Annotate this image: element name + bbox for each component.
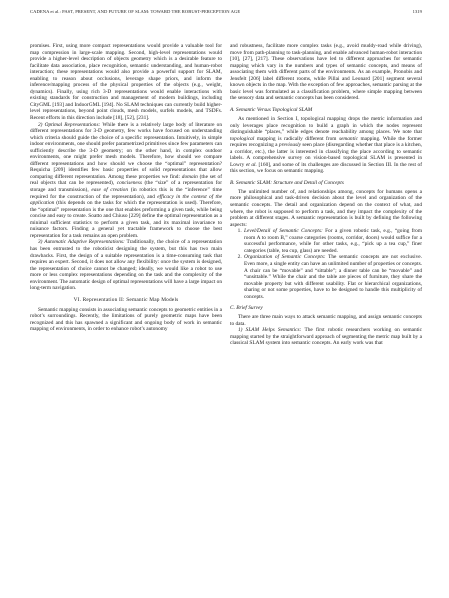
subsection-heading: C. Brief Survey bbox=[230, 305, 263, 312]
paragraph: promises. First, using more compact representations would provide a valuable tool for map compression in large-scale mapping. Second, high-level representations would provide a higher-level description of objects geometry which is a desirable feature to facilitate data association, place recognition, semantic understanding, and human-robot interaction; these representations would also provide a powerful support for SLAM, enabling to reason about occlusions, leverage shape priors, and inform the inference/mapping process of the physical properties of the objects (e.g., weight, dynamics). Finally, using rich 3-D representations would enable interactions with existing standards for construction and management of modern buildings, including CityGML [193] and IndoorGML [194]. No SLAM techniques can currently build higher-level representations, beyond point clouds, mesh models, surfels models, and TSDFs. Recent efforts in this direction include [18], [52], [231]. bbox=[30, 43, 222, 122]
paragraph: Semantic mapping consists in associating semantic concepts to geometric entities in a robot’s surroundings. Recently, the limitations of purely geometric maps have been recognized and this has spawned a significant and ongoing body of work in semantic mapping of environments, in order to enhance robot’s autonomy bbox=[30, 306, 222, 333]
subsection-heading: A. Semantic Versus Topological SLAM bbox=[230, 106, 313, 113]
section-heading: VI. Representation II: Semantic Map Models bbox=[73, 297, 179, 304]
paragraph: 1) SLAM Helps Semantics: The first robotic researchers working on semantic mapping started by the straightforward approach of segmenting the metric map built by a classical SLAM system into semantic concepts. An early work was that bbox=[230, 327, 423, 347]
subsection-heading: 2) Optimal Representations: bbox=[38, 121, 101, 128]
paragraph: 2) Optimal Representations: While there is a relatively large body of literature on different representations for 3-D geometry, few works have focused on understanding which criteria should guide the choice of a specific representation. Intuitively, in simple indoor environments, one should prefer parametrized primitives since few parameters can sufficiently describe the 3-D geometry; on the other hand, in complex outdoor environments, one might prefer mesh models. Therefore, how should we compare different representations and how should we choose the “optimal” representation? Requicha [209] identifies few basic properties of solid representations that allow comparing different representation. Among these properties we find: domain (the set of real objects that can be represented), conciseness (the “size” of a representation for storage and transmission), ease of creation (in robotics this is the “inference” time required for the construction of the representation), and efficacy in the context of the application (this depends on the tasks for which the representation is used). Therefore, the “optimal” representation is the one that enables preforming a given task, while being concise and easy to create. Soatto and Chiuso [229] define the optimal representation as a minimal sufficient statistics to perform a given task, and its maximal invariance to nuisance factors. Finding a general yet tractable framework to choose the best representation for a task remains an open problem. bbox=[30, 121, 223, 239]
left-column bbox=[30, 43, 222, 333]
numbered-list bbox=[230, 228, 422, 300]
subsection-heading: 1) SLAM Helps Semantics: bbox=[238, 327, 302, 334]
paragraph: and robustness, facilitate more complex tasks (e.g., avoid muddy-road while driving), move from path-planning to task-planning, and enable advanced human-robot interaction [10], [27], [217]. These observations have led to different approaches for semantic mapping which vary in the numbers and types of semantic concepts, and means of associating them with different parts of the environments. As an example, Pronobis and Jensfelt [206] label different rooms, while Pillai and Leonard [201] segment several known objects in the map. With the exception of few approaches, semantic parsing at the basic level was formulated as a classification problem, where simple mapping between the sensory data and semantic concepts has been considered. bbox=[230, 43, 422, 102]
paragraph: As mentioned in Section I, topological mapping drops the metric information and only leverages place recognition to build a graph in which the nodes represent distinguishable “places,” while edges denote reachability among places. We note that topological mapping is radically different from semantic mapping. While the former requires recognizing a previously seen place (disregarding whether that place is a kitchen, a corridor, etc.), the latter is interested in classifying the place according to semantic labels. A comprehensive survey on vision-based topological SLAM is presented in Lowry et al. [160], and some of its challenges are discussed in Section III. In the rest of this section, we focus on semantic mapping. bbox=[230, 115, 422, 175]
subsection-heading: 3) Automatic Adaptive Representations: bbox=[38, 239, 125, 246]
list-item: 2. Organization of Semantic Concepts: The semantic concepts are not exclusive. Even more, a single entity can have an unlimited number of properties or concepts. A chair can be “movable” and “sittable”; a dinner table can be “movable” and “unsittable.” While the chair and the table are pieces of furniture, they share the movable property but with different usability. Flat or hierarchical organizations, sharing or not some properties, have to be designed to handle this multiplicity of concepts. bbox=[243, 254, 422, 300]
paragraph: 3) Automatic Adaptive Representations: Traditionally, the choice of a representation has been entrusted to the roboticist designing the system, but this has two main drawbacks. First, the design of a suitable representation is a time-consuming task that requires an expert. Second, it does not allow any flexibility: once the system is designed, the representation of choice cannot be changed; ideally, we would like a robot to use more or less complex representations depending on the task and the complexity of the environment. The automatic design of optimal representations will have a large impact on long-term navigation. bbox=[30, 239, 222, 292]
right-column bbox=[230, 43, 422, 347]
list-item: 1. Level/Detail of Semantic Concepts: For a given robotic task, e.g., “going from room A to room B,” coarse categories (rooms, corridor, doors) would suffice for a successful performance, while for other tasks, e.g., “pick up a tea cup,” finer categories (table, tea cup, glass) are needed. bbox=[243, 228, 422, 254]
subsection-heading: B. Semantic SLAM: Structure and Detail of Concepts bbox=[230, 179, 344, 186]
running-header-title: CADENA et al.: PAST, PRESENT, AND FUTURE OF SLAM: TOWARD THE ROBUST-PERCEPTION AGE bbox=[30, 9, 241, 14]
running-header bbox=[30, 9, 422, 18]
page-number: 1319 bbox=[412, 9, 422, 14]
paragraph: There are three main ways to attack semantic mapping, and assign semantic concepts to data. bbox=[230, 314, 422, 327]
paragraph: The unlimited number of, and relationships among, concepts for humans opens a more philosophical and task-driven decision about the level and organization of the semantic concepts. The detail and organization depend on the context of what, and where, the robot is supposed to perform a task, and they impact the complexity of the problem at different stages. A semantic representation is built by defining the following aspects: bbox=[230, 188, 422, 228]
